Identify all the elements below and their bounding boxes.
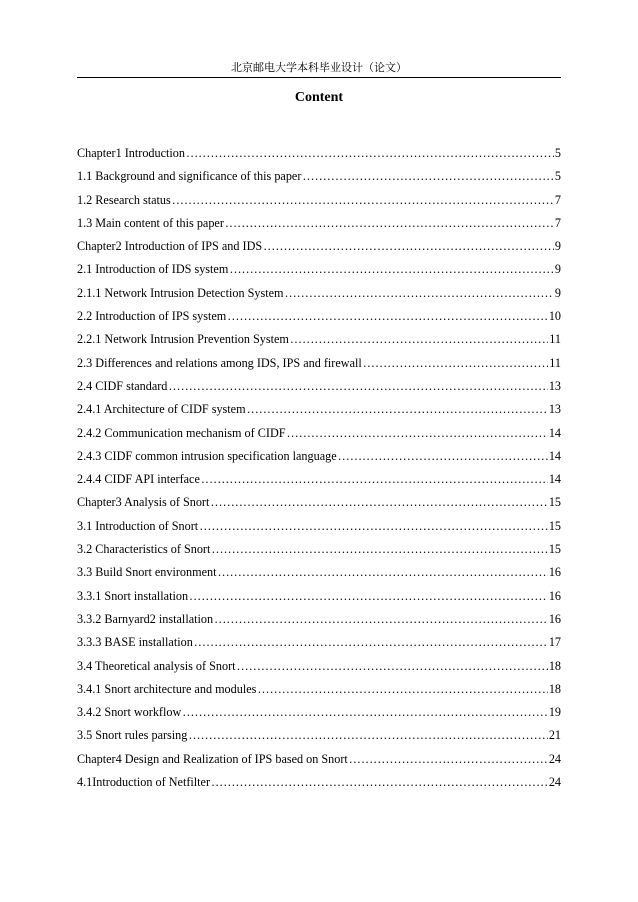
- toc-entry-label: 3.3.1 Snort installation: [77, 588, 189, 603]
- toc-dot-leader: [186, 142, 554, 165]
- toc-entry[interactable]: [77, 515, 561, 538]
- toc-entry-page: 24: [548, 751, 561, 766]
- toc-dot-leader: [211, 538, 547, 561]
- toc-entry-label: 2.1.1 Network Intrusion Detection System: [77, 285, 284, 300]
- toc-entry-page: 14: [548, 472, 561, 487]
- toc-dot-leader: [225, 212, 554, 235]
- toc-entry-label: 3.1 Introduction of Snort: [77, 518, 199, 533]
- toc-entry-page: 11: [549, 332, 561, 347]
- toc-entry[interactable]: [77, 212, 561, 235]
- toc-entry-label: 1.2 Research status: [77, 192, 171, 207]
- toc-entry-page: 14: [548, 448, 561, 463]
- toc-entry-page: 13: [548, 402, 561, 417]
- toc-entry-page: 17: [548, 635, 561, 650]
- toc-entry-label: Chapter2 Introduction of IPS and IDS: [77, 239, 263, 254]
- toc-dot-leader: [247, 398, 548, 421]
- toc-entry[interactable]: [77, 771, 561, 794]
- toc-entry-page: 16: [548, 588, 561, 603]
- toc-entry[interactable]: [77, 701, 561, 724]
- toc-dot-leader: [237, 655, 548, 678]
- toc-entry-page: 19: [548, 705, 561, 720]
- toc-dot-leader: [302, 165, 554, 188]
- toc-entry[interactable]: [77, 282, 561, 305]
- toc-entry-page: 18: [548, 681, 561, 696]
- toc-entry-label: 2.4.3 CIDF common intrusion specification language: [77, 448, 337, 463]
- toc-entry[interactable]: [77, 352, 561, 375]
- toc-dot-leader: [172, 189, 554, 212]
- toc-entry[interactable]: [77, 631, 561, 654]
- toc-entry-label: 2.2.1 Network Intrusion Prevention System: [77, 332, 289, 347]
- toc-entry-label: 2.3 Differences and relations among IDS, IPS and firewall: [77, 355, 362, 370]
- toc-entry[interactable]: [77, 468, 561, 491]
- toc-entry-label: Chapter1 Introduction: [77, 146, 185, 160]
- toc-entry-page: 21: [548, 728, 561, 743]
- toc-dot-leader: [210, 491, 547, 514]
- toc-entry[interactable]: [77, 375, 561, 398]
- toc-entry[interactable]: [77, 608, 561, 631]
- toc-entry-label: 2.2 Introduction of IPS system: [77, 309, 227, 324]
- toc-dot-leader: [229, 258, 554, 281]
- toc-entry[interactable]: [77, 585, 561, 608]
- toc-dot-leader: [349, 748, 548, 771]
- toc-entry-page: 24: [548, 775, 561, 790]
- toc-dot-leader: [201, 468, 548, 491]
- toc-entry-page: 13: [548, 378, 561, 393]
- toc-dot-leader: [194, 631, 548, 654]
- toc-dot-leader: [189, 585, 548, 608]
- toc-dot-leader: [227, 305, 548, 328]
- toc-entry-page: 15: [548, 542, 561, 557]
- page-title: Content: [294, 90, 344, 105]
- toc-entry[interactable]: [77, 538, 561, 561]
- toc-entry-label: 3.4.2 Snort workflow: [77, 705, 182, 720]
- toc-entry-label: 3.3 Build Snort environment: [77, 565, 217, 580]
- toc-entry-label: 3.3.3 BASE installation: [77, 635, 193, 650]
- toc-entry-label: Chapter3 Analysis of Snort: [77, 495, 210, 510]
- toc-entry-page: 15: [548, 495, 561, 510]
- toc-entry-page: 7: [554, 192, 561, 207]
- toc-entry-label: 2.4.1 Architecture of CIDF system: [77, 402, 246, 417]
- toc-entry-page: 14: [548, 425, 561, 440]
- table-of-contents: [77, 142, 561, 794]
- toc-entry-label: 3.5 Snort rules parsing: [77, 728, 188, 743]
- toc-entry[interactable]: [77, 258, 561, 281]
- toc-entry-page: 9: [554, 262, 561, 277]
- page-header: 北京邮电大学本科毕业设计（论文）: [231, 61, 407, 74]
- toc-entry[interactable]: [77, 655, 561, 678]
- toc-entry[interactable]: [77, 398, 561, 421]
- toc-dot-leader: [287, 422, 548, 445]
- toc-entry-page: 16: [548, 565, 561, 580]
- toc-entry-label: 3.2 Characteristics of Snort: [77, 542, 211, 557]
- toc-dot-leader: [290, 328, 548, 351]
- toc-dot-leader: [338, 445, 548, 468]
- toc-entry[interactable]: [77, 235, 561, 258]
- toc-entry-label: 1.1 Background and significance of this paper: [77, 169, 302, 184]
- toc-entry[interactable]: [77, 561, 561, 584]
- toc-dot-leader: [257, 678, 547, 701]
- toc-entry-page: 11: [549, 355, 561, 370]
- toc-entry-label: 2.4 CIDF standard: [77, 378, 168, 393]
- toc-entry-label: Chapter4 Design and Realization of IPS based on Snort: [77, 751, 348, 766]
- toc-entry-page: 16: [548, 611, 561, 626]
- toc-entry-page: 9: [554, 239, 561, 254]
- toc-entry-page: 7: [554, 215, 561, 230]
- toc-entry-page: 10: [548, 309, 561, 324]
- toc-entry-page: 9: [554, 285, 561, 300]
- header-rule: [77, 77, 561, 78]
- toc-entry-page: 5: [554, 146, 561, 160]
- toc-entry[interactable]: [77, 445, 561, 468]
- toc-entry[interactable]: [77, 165, 561, 188]
- toc-entry-page: 18: [548, 658, 561, 673]
- toc-entry[interactable]: [77, 328, 561, 351]
- toc-entry[interactable]: [77, 748, 561, 771]
- toc-dot-leader: [284, 282, 553, 305]
- toc-dot-leader: [188, 724, 547, 747]
- toc-dot-leader: [217, 561, 547, 584]
- toc-entry-label: 3.3.2 Barnyard2 installation: [77, 611, 214, 626]
- toc-entry-label: 4.1Introduction of Netfilter: [77, 775, 211, 790]
- toc-entry-page: 15: [548, 518, 561, 533]
- toc-entry[interactable]: [77, 491, 561, 514]
- toc-dot-leader: [363, 352, 548, 375]
- toc-dot-leader: [168, 375, 547, 398]
- toc-entry-label: 2.4.2 Communication mechanism of CIDF: [77, 425, 286, 440]
- toc-entry-label: 3.4 Theoretical analysis of Snort: [77, 658, 236, 673]
- toc-entry-label: 3.4.1 Snort architecture and modules: [77, 681, 257, 696]
- toc-entry[interactable]: [77, 142, 561, 165]
- toc-dot-leader: [211, 771, 548, 794]
- toc-entry-label: 1.3 Main content of this paper: [77, 215, 224, 230]
- toc-entry-label: 2.4.4 CIDF API interface: [77, 472, 200, 487]
- toc-entry[interactable]: [77, 678, 561, 701]
- toc-entry[interactable]: [77, 422, 561, 445]
- toc-dot-leader: [199, 515, 548, 538]
- toc-entry[interactable]: [77, 189, 561, 212]
- toc-entry-label: 2.1 Introduction of IDS system: [77, 262, 229, 277]
- toc-dot-leader: [182, 701, 548, 724]
- toc-entry-page: 5: [554, 169, 561, 184]
- toc-dot-leader: [263, 235, 554, 258]
- toc-dot-leader: [214, 608, 548, 631]
- toc-entry[interactable]: [77, 724, 561, 747]
- toc-entry[interactable]: [77, 305, 561, 328]
